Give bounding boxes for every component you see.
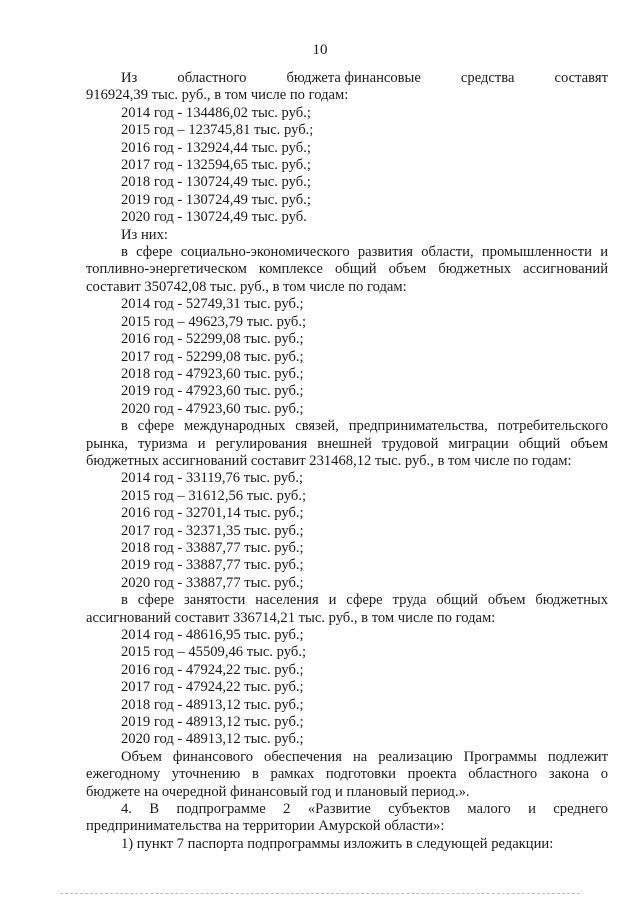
year-line: 2015 год – 45509,46 тыс. руб.; [121, 644, 307, 661]
year-line: 2015 год – 123745,81 тыс. руб.; [121, 122, 314, 139]
document-body [86, 70, 608, 853]
paragraph-line: в сфере социально-экономического развития области, промышленности и [121, 244, 608, 261]
year-line: 2014 год - 33119,76 тыс. руб.; [121, 470, 304, 487]
year-line: 2014 год - 48616,95 тыс. руб.; [121, 627, 304, 643]
section-international [86, 418, 608, 592]
paragraph-line: бюджете на очередной финансовый год и плановый период.». [86, 783, 470, 800]
paragraph-line: предпринимательства на территории Амурской области»: [86, 818, 445, 835]
paragraph-line: бюджетных ассигнований составит 231468,12 тыс. руб., в том числе по годам: [86, 452, 572, 469]
year-line: 2016 год - 52299,08 тыс. руб.; [121, 331, 304, 348]
year-line: 2020 год - 47923,60 тыс. руб.; [121, 400, 304, 417]
intro-word: Из [121, 70, 138, 86]
paragraph-line: 1) пункт 7 паспорта подпрограммы изложить в следующей редакции: [121, 835, 554, 852]
paragraph-line: рынка, туризма и регулирования внешней трудовой миграции общий объем [86, 435, 608, 452]
year-line: 2016 год - 47924,22 тыс. руб.; [121, 661, 304, 678]
year-line: 2019 год - 47923,60 тыс. руб.; [121, 383, 304, 400]
paragraph-line: ассигнований составит 336714,21 тыс. руб., в том числе по годам: [86, 609, 496, 626]
year-line: 2017 год - 52299,08 тыс. руб.; [121, 348, 304, 365]
intro-line [86, 70, 608, 87]
year-line: 2017 год - 32371,35 тыс. руб.; [121, 522, 304, 539]
intro-word: областного [177, 70, 247, 86]
year-line: 2020 год - 48913,12 тыс. руб.; [121, 731, 304, 748]
paragraph-line: составит 350742,08 тыс. руб., в том числе по годам: [86, 278, 407, 295]
year-line: 2014 год - 52749,31 тыс. руб.; [121, 296, 304, 313]
paragraph-line: ежегодному уточнению в рамках подготовки проекта областного закона о [86, 766, 608, 783]
paragraph-line: в сфере занятости населения и сфере труда общий объем бюджетных [121, 592, 608, 609]
section-economy [86, 244, 608, 418]
year-line: 2020 год - 130724,49 тыс. руб. [121, 209, 307, 226]
section-employment [86, 592, 608, 749]
year-line: 2018 год - 33887,77 тыс. руб.; [121, 539, 304, 556]
year-line: 2015 год – 31612,56 тыс. руб.; [121, 487, 307, 504]
paragraph-line: 4. В подпрограмме 2 «Развитие субъектов малого и среднего [121, 801, 608, 818]
page-number: 10 [312, 42, 328, 58]
year-line: 2019 год - 130724,49 тыс. руб.; [121, 191, 311, 208]
year-line: 2018 год - 47923,60 тыс. руб.; [121, 365, 304, 382]
paragraph-line: в сфере международных связей, предпринимательства, потребительского [121, 418, 608, 435]
intro-word: составят [554, 70, 608, 86]
paragraph-line: топливно-энергетическом комплексе общий объем бюджетных ассигнований [86, 261, 608, 278]
intro-continuation: 916924,39 тыс. руб., в том числе по годам: [86, 87, 349, 104]
year-line: 2015 год – 49623,79 тыс. руб.; [121, 313, 307, 330]
year-line: 2018 год - 130724,49 тыс. руб.; [121, 174, 311, 191]
intro-word: бюджета финансовые [286, 70, 421, 86]
paragraph-line: Объем финансового обеспечения на реализацию Программы подлежит [121, 748, 608, 765]
year-line: 2018 год - 48913,12 тыс. руб.; [121, 696, 304, 713]
year-line: 2017 год - 132594,65 тыс. руб.; [121, 157, 311, 174]
financing-note [86, 749, 608, 801]
scan-edge-divider [60, 893, 580, 894]
year-line: 2016 год - 132924,44 тыс. руб.; [121, 139, 311, 156]
year-line: 2016 год - 32701,14 тыс. руб.; [121, 505, 304, 522]
year-line: 2014 год - 134486,02 тыс. руб.; [121, 104, 311, 121]
from-them-label: Из них: [121, 226, 168, 243]
year-line: 2020 год - 33887,77 тыс. руб.; [121, 574, 304, 591]
total-years-list [86, 105, 608, 227]
intro-word: средства [460, 70, 515, 86]
item-4 [86, 801, 608, 853]
year-line: 2019 год - 48913,12 тыс. руб.; [121, 714, 304, 731]
year-line: 2017 год - 47924,22 тыс. руб.; [121, 679, 304, 696]
year-line: 2019 год - 33887,77 тыс. руб.; [121, 557, 304, 574]
